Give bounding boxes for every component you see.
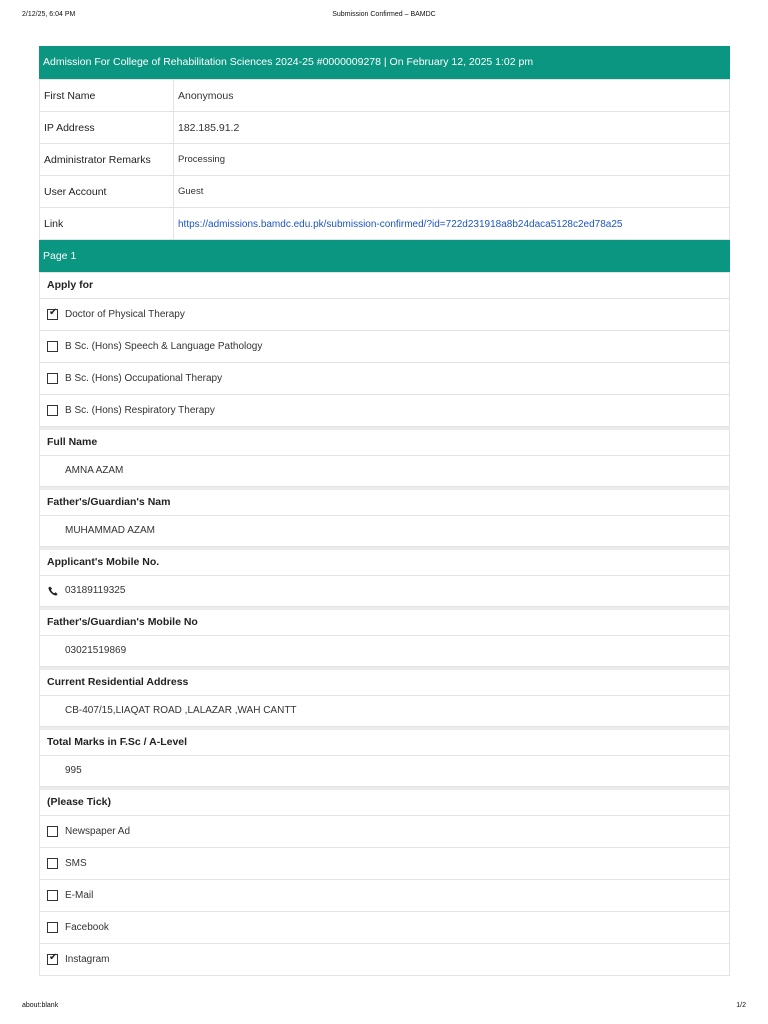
- first-name-label: First Name: [40, 80, 174, 112]
- table-row: [40, 176, 730, 208]
- print-url: about:blank: [22, 1002, 59, 1009]
- link-label: Link: [40, 208, 174, 240]
- tick-option-sms[interactable]: [39, 848, 730, 880]
- print-title: Submission Confirmed – BAMDC: [332, 11, 436, 18]
- option-label: Newspaper Ad: [65, 826, 131, 837]
- apply-option-ot[interactable]: [39, 363, 730, 395]
- father-name-row: [39, 516, 730, 547]
- checkbox-unchecked[interactable]: [47, 826, 58, 837]
- table-row: [40, 80, 730, 112]
- father-name-heading: Father's/Guardian's Nam: [39, 487, 730, 516]
- apply-option-dpt[interactable]: [39, 299, 730, 331]
- option-label: B Sc. (Hons) Respiratory Therapy: [65, 405, 215, 416]
- checkmark-icon: ✔: [49, 307, 58, 318]
- checkbox-unchecked[interactable]: [47, 341, 58, 352]
- print-datetime: 2/12/25, 6:04 PM: [22, 11, 76, 18]
- option-label: E-Mail: [65, 890, 94, 901]
- checkbox-unchecked[interactable]: [47, 858, 58, 869]
- apply-for-heading: Apply for: [39, 272, 730, 299]
- admin-remarks-value: Processing: [174, 144, 730, 176]
- table-row: [40, 144, 730, 176]
- entry-sheet: [39, 46, 730, 976]
- phone-icon: [47, 585, 59, 597]
- please-tick-heading: (Please Tick): [39, 787, 730, 816]
- total-marks-heading: Total Marks in F.Sc / A-Level: [39, 727, 730, 756]
- tick-option-facebook[interactable]: [39, 912, 730, 944]
- print-header: [22, 11, 746, 23]
- first-name-value: Anonymous: [174, 80, 730, 112]
- checkbox-unchecked[interactable]: [47, 922, 58, 933]
- total-marks-value: 995: [65, 765, 82, 776]
- apply-option-rt[interactable]: [39, 395, 730, 427]
- page-banner: Page 1: [39, 240, 730, 272]
- option-label: B Sc. (Hons) Speech & Language Pathology: [65, 341, 263, 352]
- ip-address-label: IP Address: [40, 112, 174, 144]
- admin-remarks-label: Administrator Remarks: [40, 144, 174, 176]
- address-row: [39, 696, 730, 727]
- user-account-label: User Account: [40, 176, 174, 208]
- checkbox-checked[interactable]: [47, 954, 58, 965]
- checkbox-unchecked[interactable]: [47, 890, 58, 901]
- submission-link[interactable]: https://admissions.bamdc.edu.pk/submission-confirmed/?id=722d231918a8b24daca5128c2ed78a25: [178, 218, 623, 230]
- option-label: B Sc. (Hons) Occupational Therapy: [65, 373, 223, 384]
- applicant-mobile-heading: Applicant's Mobile No.: [39, 547, 730, 576]
- option-label: Instagram: [65, 954, 110, 965]
- option-label: Facebook: [65, 922, 109, 933]
- full-name-row: [39, 456, 730, 487]
- print-page-number: 1/2: [736, 1002, 746, 1009]
- father-mobile-value: 03021519869: [65, 645, 127, 656]
- tick-option-email[interactable]: [39, 880, 730, 912]
- father-mobile-heading: Father's/Guardian's Mobile No: [39, 607, 730, 636]
- ip-address-value: 182.185.91.2: [174, 112, 730, 144]
- address-heading: Current Residential Address: [39, 667, 730, 696]
- table-row: [40, 208, 730, 240]
- full-name-value: AMNA AZAM: [65, 465, 124, 476]
- checkmark-icon: ✔: [49, 952, 58, 963]
- checkbox-unchecked[interactable]: [47, 373, 58, 384]
- tick-option-instagram[interactable]: [39, 944, 730, 976]
- applicant-mobile-value: 03189119325: [65, 585, 126, 596]
- address-value: CB-407/15,LIAQAT ROAD ,LALAZAR ,WAH CANTT: [65, 705, 297, 716]
- checkbox-unchecked[interactable]: [47, 405, 58, 416]
- checkbox-checked[interactable]: [47, 309, 58, 320]
- user-account-value: Guest: [174, 176, 730, 208]
- father-mobile-row: [39, 636, 730, 667]
- apply-option-slp[interactable]: [39, 331, 730, 363]
- father-name-value: MUHAMMAD AZAM: [65, 525, 155, 536]
- print-footer: [22, 1002, 746, 1014]
- applicant-mobile-row: [39, 576, 730, 607]
- full-name-heading: Full Name: [39, 427, 730, 456]
- total-marks-row: [39, 756, 730, 787]
- table-row: [40, 112, 730, 144]
- entry-meta-table: [39, 79, 730, 240]
- option-label: SMS: [65, 858, 87, 869]
- entry-banner: Admission For College of Rehabilitation Sciences 2024-25 #0000009278 | On February 12, 2025 1:02 pm: [39, 46, 730, 79]
- tick-option-newspaper[interactable]: [39, 816, 730, 848]
- option-label: Doctor of Physical Therapy: [65, 309, 185, 320]
